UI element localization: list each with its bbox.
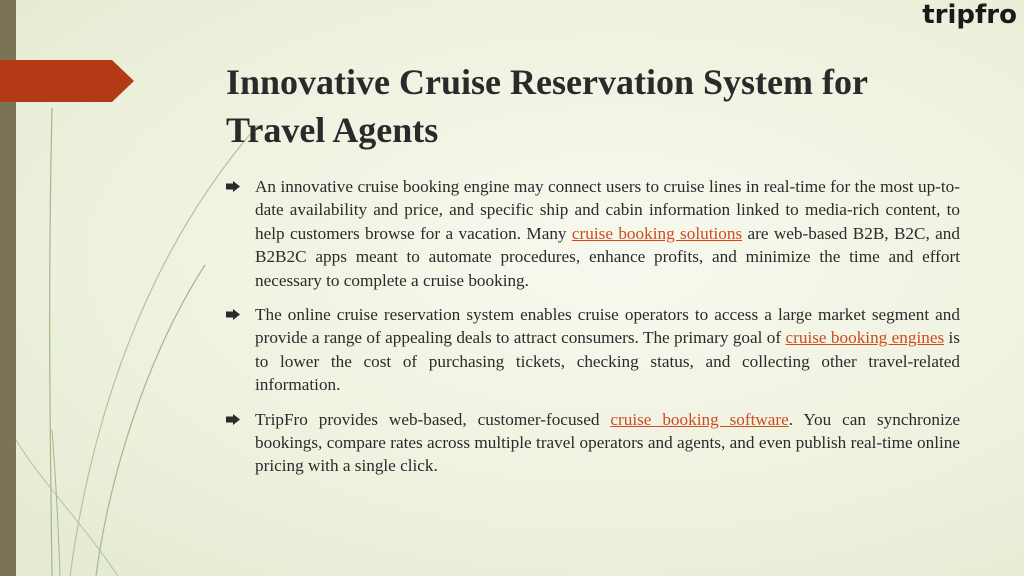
arrow-right-icon (226, 414, 240, 425)
slide-title: Innovative Cruise Reservation System for Travel Agents (226, 62, 868, 150)
cruise-booking-software-link[interactable]: cruise booking software (610, 409, 789, 429)
bullet-item (226, 175, 960, 292)
bullet-list (226, 175, 960, 489)
tripfro-logo: tripfro (922, 0, 1017, 30)
bullet-text-after: is to lower the cost of purchasing tickets, checking status, and collecting other travel-related information. (255, 328, 960, 395)
bullet-text-after: . You can synchronize bookings, compare rates across multiple travel operators and agents, and even publish real-time online pricing with a single click. (255, 409, 960, 476)
bullet-text-after: are web-based B2B, B2C, and B2B2C apps meant to automate procedures, enhance profits, and minimize the time and effort necessary to complete a cruise booking. (255, 223, 960, 290)
cruise-booking-engines-link[interactable]: cruise booking engines (785, 328, 945, 348)
cruise-booking-solutions-link[interactable]: cruise booking solutions (571, 223, 743, 243)
bullet-text-before: The online cruise reservation system enables cruise operators to access a large market segment and provide a range of appealing deals to attract consumers. The primary goal of (255, 305, 960, 348)
bullet-text-before: An innovative cruise booking engine may connect users to cruise lines in real-time for the most up-to-date availability and price, and specific ship and cabin information linked to media-rich content, to help customers browse for a vacation. Many (255, 177, 960, 243)
bullet-item (226, 303, 960, 397)
arrow-right-icon (226, 309, 240, 320)
bullet-item (226, 408, 960, 478)
bullet-text-before: TripFro provides web-based, customer-focused (255, 409, 611, 429)
arrow-right-icon (226, 181, 240, 192)
accent-arrow-tag (0, 60, 134, 102)
